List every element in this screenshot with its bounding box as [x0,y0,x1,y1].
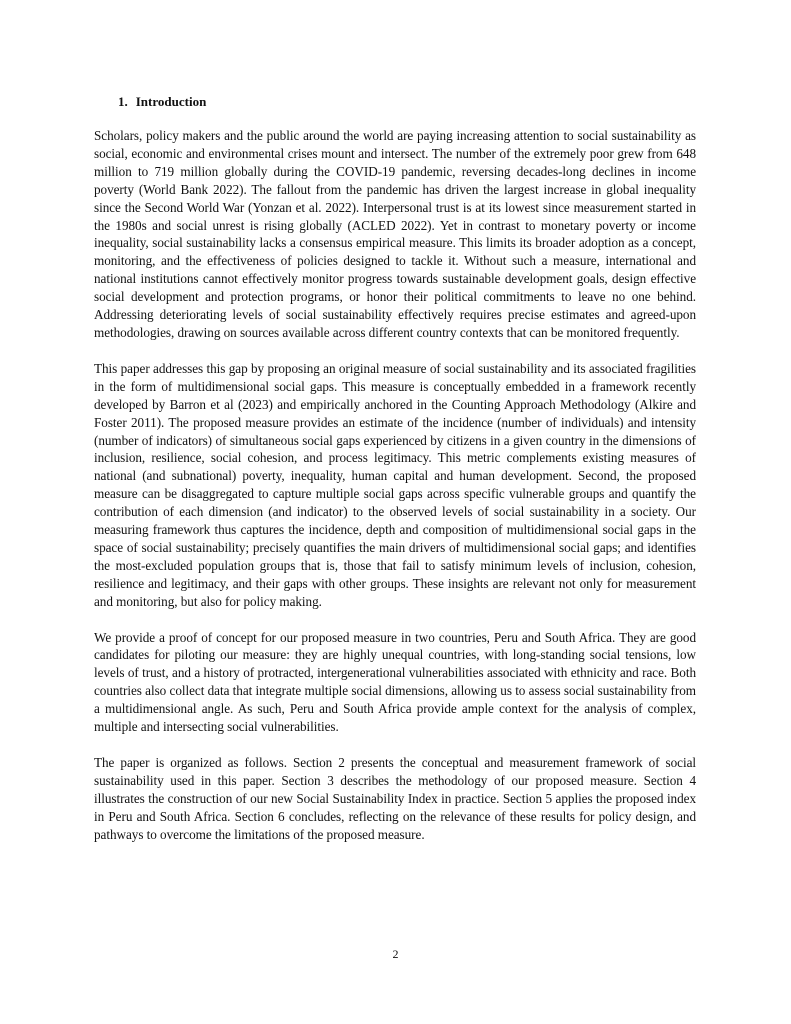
body-text [94,127,696,862]
page-number: 2 [392,947,399,961]
section-heading [118,93,206,111]
paragraph: We provide a proof of concept for our proposed measure in two countries, Peru and South Africa. They are good candidates for piloting our measure: they are highly unequal countries, with long-standing social tensions, low levels of trust, and a history of protracted, intergenerational vulnerabilities associated with ethnicity and race. Both countries also collect data that integrate multiple social dimensions, allowing us to assess social sustainability from a multidimensional angle. As such, Peru and South Africa provide ample context for the analysis of complex, multiple and intersecting social vulnerabilities. [94,629,696,735]
paragraph: Scholars, policy makers and the public around the world are paying increasing attention to social sustainability as social, economic and environmental crises mount and intersect. The number of the extremely poor grew from 648 million to 719 million globally during the COVID-19 pandemic, reversing decades-long declines in income poverty (World Bank 2022). The fallout from the pandemic has driven the largest increase in global inequality since the Second World War (Yonzan et al. 2022). Interpersonal trust is at its lowest since measurement started in the 1980s and social unrest is rising globally (ACLED 2022). Yet in contrast to monetary poverty or income inequality, social sustainability lacks a consensus empirical measure. This limits its broader adoption as a concept, monitoring, and the effectiveness of policies designed to tackle it. Without such a measure, international and national institutions cannot effectively monitor progress towards sustainable development goals, design effective social development and protection programs, or honor their political commitments to leave no one behind. Addressing deteriorating levels of social sustainability effectively requires precise estimates and agreed-upon methodologies, drawing on sources available across different country contexts that can be monitored frequently. [94,128,696,340]
paragraph: This paper addresses this gap by proposing an original measure of social sustainability and its associated fragilities in the form of multidimensional social gaps. This measure is conceptually embedded in a framework recently developed by Barron et al (2023) and empirically anchored in the Counting Approach Methodology (Alkire and Foster 2011). The proposed measure provides an estimate of the incidence (number of individuals) and intensity (number of indicators) of simultaneous social gaps experienced by citizens in a given country in the dimensions of inclusion, resilience, social cohesion, and process legitimacy. This metric complements existing measures of national (and subnational) poverty, inequality, human capital and human development. Second, the proposed measure can be disaggregated to capture multiple social gaps across specific vulnerable groups and quantify the contribution of each dimension (and indicator) to the observed levels of social sustainability in a society. Our measuring framework thus captures the incidence, depth and composition of multidimensional social gaps in the space of social sustainability; precisely quantifies the main drivers of multidimensional social gaps; and identifies the most-excluded population groups that is, those that fail to satisfy minimum levels of inclusion, cohesion, resilience and legitimacy, and their gaps with other groups. These insights are relevant not only for measurement and monitoring, but also for policy making. [94,360,696,609]
section-title: Introduction [135,94,207,109]
paragraph: The paper is organized as follows. Section 2 presents the conceptual and measurement framework of social sustainability used in this paper. Section 3 describes the methodology of our proposed measure. Section 4 illustrates the construction of our new Social Sustainability Index in practice. Section 5 applies the proposed index in Peru and South Africa. Section 6 concludes, reflecting on the relevance of these results for policy design, and pathways to overcome the limitations of the proposed measure. [94,755,696,842]
section-number: 1. [118,94,128,109]
